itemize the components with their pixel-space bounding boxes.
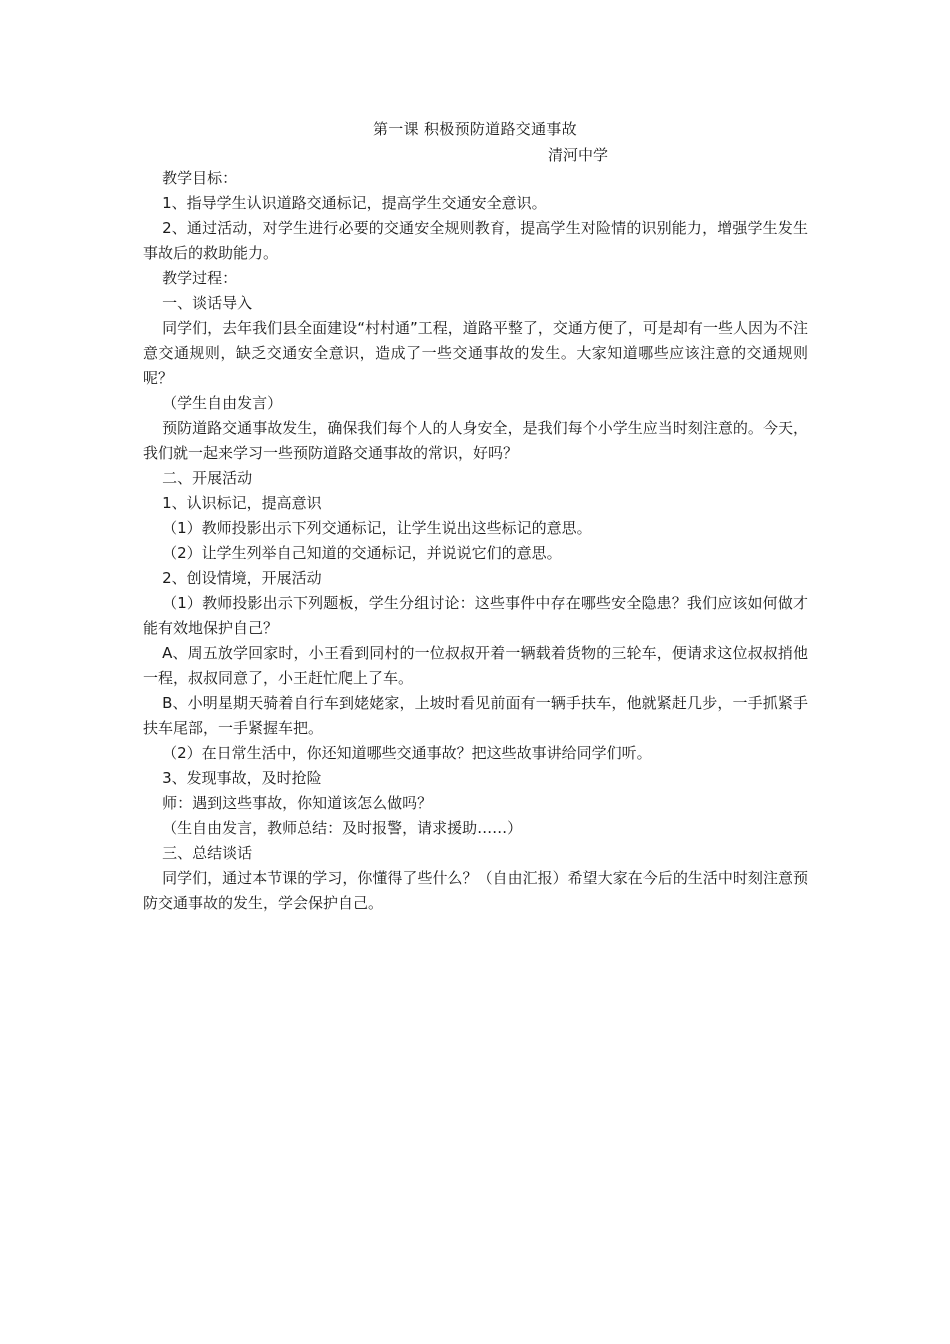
paragraph: B、小明星期天骑着自行车到姥姥家，上坡时看见前面有一辆手扶车，他就紧赶几步，一手抓紧手扶车尾部，一手紧握车把。	[143, 694, 808, 737]
paragraph: A、周五放学回家时，小王看到同村的一位叔叔开着一辆载着货物的三轮车，便请求这位叔叔捎他一程，叔叔同意了，小王赶忙爬上了车。	[143, 644, 808, 687]
paragraph: （生自由发言，教师总结：及时报警，请求援助……）	[162, 819, 523, 837]
paragraph: 2、通过活动，对学生进行必要的交通安全规则教育，提高学生对险情的识别能力，增强学生发生事故后的救助能力。	[143, 219, 808, 262]
paragraph: 2、创设情境，开展活动	[162, 569, 322, 587]
paragraph: （2）在日常生活中，你还知道哪些交通事故？把这些故事讲给同学们听。	[162, 744, 652, 762]
paragraph: 同学们，去年我们县全面建设“村村通”工程，道路平整了，交通方便了，可是却有一些人因为不注意交通规则，缺乏交通安全意识，造成了一些交通事故的发生。大家知道哪些应该注意的交通规则呢？	[143, 319, 808, 387]
paragraph: （1）教师投影出示下列题板，学生分组讨论：这些事件中存在哪些安全隐患？我们应该如何做才能有效地保护自己？	[143, 594, 808, 637]
paragraph: （2）让学生列举自己知道的交通标记，并说说它们的意思。	[162, 544, 562, 562]
document-title: 第一课 积极预防道路交通事故	[373, 120, 577, 138]
section-heading: 三、总结谈话	[162, 844, 253, 862]
school-name: 清河中学	[548, 146, 609, 164]
paragraph: 教学目标：	[162, 169, 238, 187]
paragraph: 同学们，通过本节课的学习，你懂得了些什么？（自由汇报）希望大家在今后的生活中时刻注意预防交通事故的发生，学会保护自己。	[143, 869, 808, 912]
paragraph: （学生自由发言）	[162, 394, 283, 412]
paragraph: 师：遇到这些事故，你知道该怎么做吗？	[162, 794, 433, 812]
paragraph: 1、认识标记，提高意识	[162, 494, 322, 512]
paragraph: （1）教师投影出示下列交通标记，让学生说出这些标记的意思。	[162, 519, 592, 537]
paragraph: 教学过程：	[162, 269, 238, 287]
section-heading: 一、谈话导入	[162, 294, 253, 312]
document-body	[143, 166, 808, 916]
paragraph: 预防道路交通事故发生，确保我们每个人的人身安全，是我们每个小学生应当时刻注意的。今天，我们就一起来学习一些预防道路交通事故的常识，好吗？	[143, 419, 808, 462]
paragraph: 1、指导学生认识道路交通标记，提高学生交通安全意识。	[162, 194, 547, 212]
paragraph: 3、发现事故，及时抢险	[162, 769, 322, 787]
section-heading: 二、开展活动	[162, 469, 253, 487]
